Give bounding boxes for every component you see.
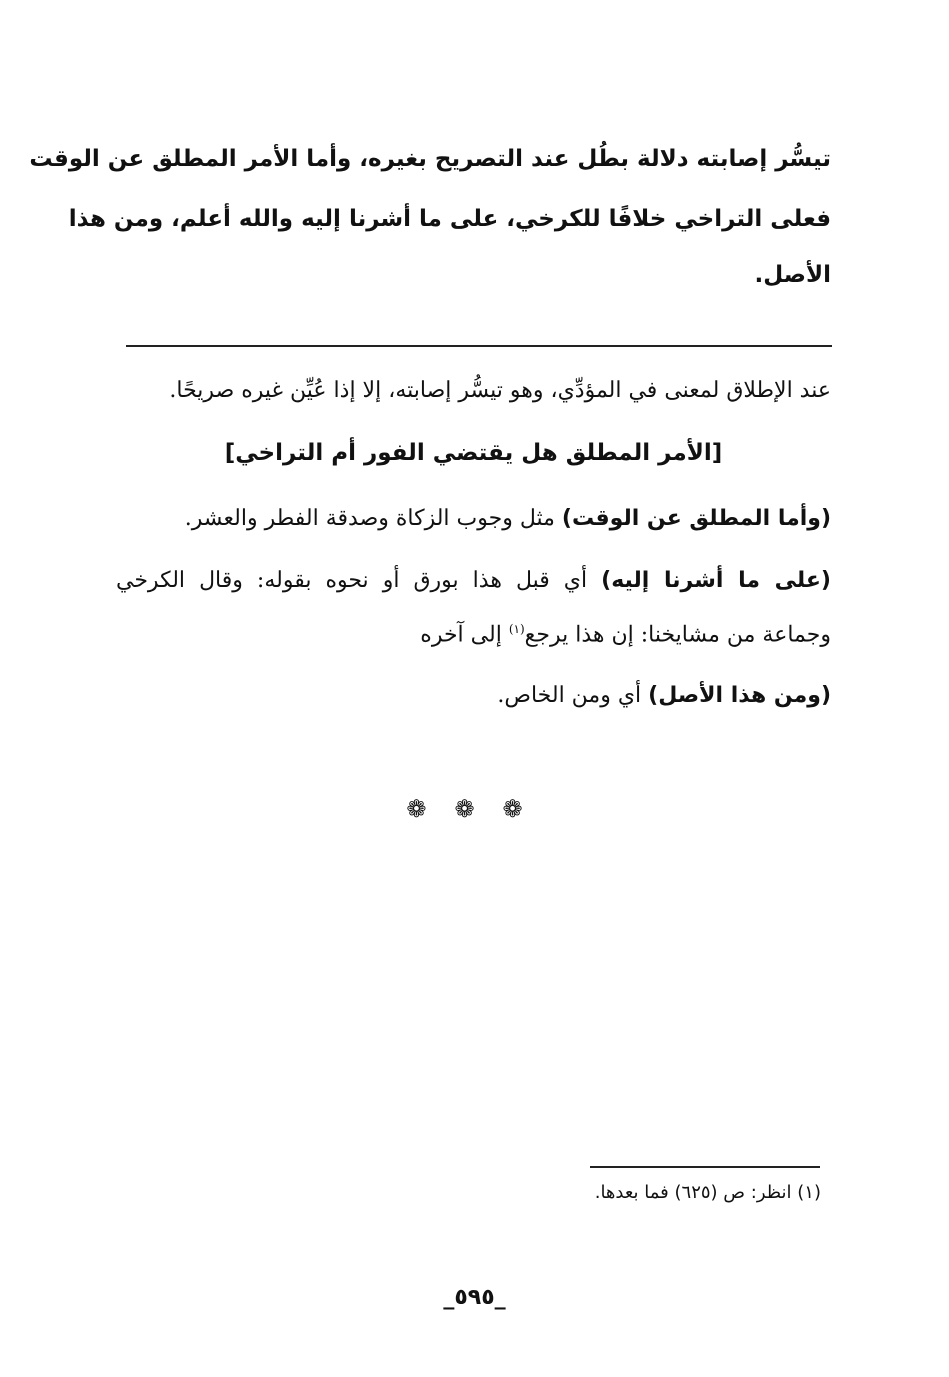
matn-line-2: فعلى التراخي خلافًا للكرخي، على ما أشرنا إليه والله أعلم، ومن هذا [68,206,831,232]
separator-rule [126,345,832,347]
quoted-matn: (على ما أشرنا إليه) [601,568,831,593]
matn-line-3: الأصل. [754,262,831,288]
commentary-text: وجماعة من مشايخنا: إن هذا يرجع [524,622,831,648]
sharh-paragraph-3 [116,683,831,708]
sharh-paragraph-2-line-2 [116,622,831,647]
quoted-matn: (ومن هذا الأصل) [648,683,831,708]
quoted-matn: (وأما المطلق عن الوقت) [561,506,831,531]
flower-ornament-icon: ❁ [454,795,495,823]
matn-line-1: تيسُّر إصابته دلالة بطُل عند التصريح بغيره، وأما الأمر المطلق عن الوقت [29,146,831,172]
section-end-ornaments [0,795,949,823]
commentary-text: إلى آخره [420,622,509,648]
sharh-paragraph-2-line-1 [116,568,831,593]
commentary-text: أي ومن الخاص. [497,683,649,708]
sharh-paragraph-1 [116,506,831,531]
flower-ornament-icon: ❁ [406,795,447,823]
section-heading: [الأمر المطلق هل يقتضي الفور أم التراخي] [224,440,723,466]
sharh-line-1: عند الإطلاق لمعنى في المؤدِّي، وهو تيسُّر إصابته، إلا إذا عُيِّن غيره صريحًا. [169,378,831,403]
commentary-text: مثل وجوب الزكاة وصدقة الفطر والعشر. [184,506,562,531]
flower-ornament-icon: ❁ [502,795,543,823]
page-number: _٥٩٥_ [443,1285,506,1310]
footnote: (١) انظر: ص (٦٢٥) فما بعدها. [594,1182,821,1203]
footnote-reference: (١) [508,622,525,636]
footnote-separator [590,1166,820,1168]
commentary-text: أي قبل هذا بورق أو نحوه بقوله: وقال الكرخي [116,568,602,593]
